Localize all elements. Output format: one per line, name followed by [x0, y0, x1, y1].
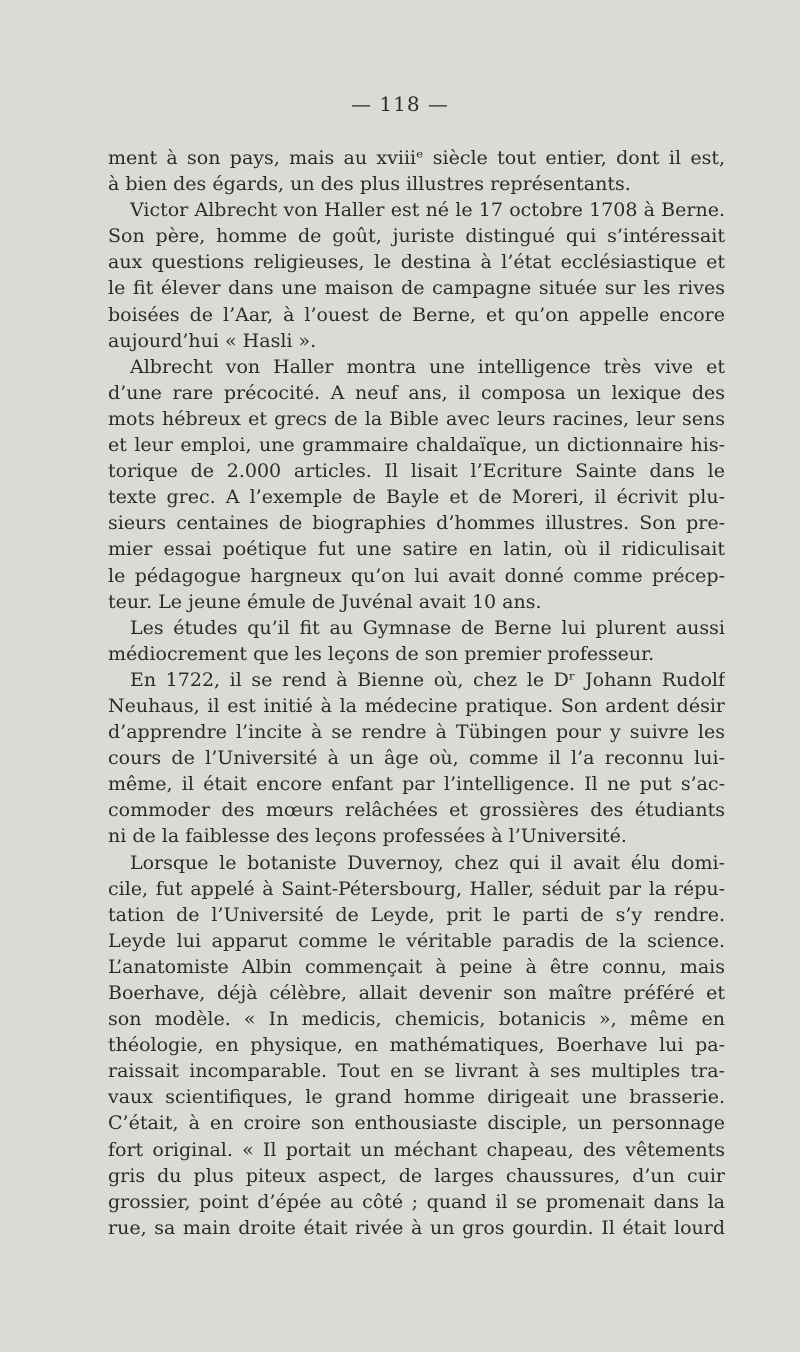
text-line: vaux scientifiques, le grand homme dirigeait une brasserie.: [108, 1086, 725, 1109]
text-line: le fit élever dans une maison de campagne située sur les rives: [108, 277, 725, 300]
text-line: ment à son pays, mais au xviiiᵉ siècle tout entier, dont il est,: [108, 147, 725, 169]
text-line: tation de l’Université de Leyde, prit le parti de s’y rendre.: [108, 903, 725, 926]
text-line: d’une rare précocité. A neuf ans, il composa un lexique des: [108, 381, 725, 404]
text-line: L’anatomiste Albin commençait à peine à être connu, mais: [108, 955, 725, 978]
text-line: le pédagogue hargneux qu’on lui avait donné comme précep-: [108, 564, 725, 587]
text-line: C’était, à en croire son enthousiaste disciple, un personnage: [108, 1112, 725, 1135]
text-line: commoder des mœurs relâchées et grossières des étudiants: [108, 799, 725, 822]
body-text: [108, 145, 725, 1241]
text-line: aujourd’hui « Hasli ».: [108, 329, 317, 352]
text-line: cours de l’Université à un âge où, comme il l’a reconnu lui-: [108, 747, 725, 770]
text-line: boisées de l’Aar, à l’ouest de Berne, et qu’on appelle encore: [108, 303, 725, 326]
text-line: son modèle. « In medicis, chemicis, botanicis », même en: [108, 1008, 725, 1031]
text-line: Victor Albrecht von Haller est né le 17 octobre 1708 à Berne.: [130, 199, 725, 222]
text-line: Lorsque le botaniste Duvernoy, chez qui il avait élu domi-: [130, 851, 725, 874]
text-line: théologie, en physique, en mathématiques, Boerhave lui pa-: [108, 1034, 725, 1057]
page-number: — 118 —: [351, 92, 449, 116]
text-line: et leur emploi, une grammaire chaldaïque, un dictionnaire his-: [108, 434, 725, 457]
text-line: Albrecht von Haller montra une intelligence très vive et: [130, 355, 725, 378]
text-line: En 1722, il se rend à Bienne où, chez le Dʳ Johann Rudolf: [130, 668, 725, 691]
text-line: raissait incomparable. Tout en se livrant à ses multiples tra-: [108, 1060, 725, 1083]
text-line: grossier, point d’épée au côté ; quand il se promenait dans la: [108, 1190, 725, 1213]
text-line: fort original. « Il portait un méchant chapeau, des vêtements: [108, 1138, 725, 1161]
text-line: rue, sa main droite était rivée à un gros gourdin. Il était lourd: [108, 1216, 725, 1239]
text-line: même, il était encore enfant par l’intelligence. Il ne put s’ac-: [108, 773, 725, 796]
text-line: cile, fut appelé à Saint-Pétersbourg, Haller, séduit par la répu-: [108, 877, 725, 900]
text-line: teur. Le jeune émule de Juvénal avait 10 ans.: [108, 590, 542, 613]
text-line: gris du plus piteux aspect, de larges chaussures, d’un cuir: [108, 1164, 725, 1187]
text-line: Neuhaus, il est initié à la médecine pratique. Son ardent désir: [108, 694, 725, 717]
text-line: mots hébreux et grecs de la Bible avec leurs racines, leur sens: [108, 407, 725, 430]
text-line: torique de 2.000 articles. Il lisait l’Ecriture Sainte dans le: [108, 460, 725, 483]
text-line: Leyde lui apparut comme le véritable paradis de la science.: [108, 929, 725, 952]
text-line: Boerhave, déjà célèbre, allait devenir son maître préféré et: [108, 982, 725, 1004]
text-line: sieurs centaines de biographies d’hommes illustres. Son pre-: [108, 512, 725, 535]
text-line: Les études qu’il fit au Gymnase de Berne lui plurent aussi: [130, 616, 725, 639]
text-line: texte grec. A l’exemple de Bayle et de Moreri, il écrivit plu-: [108, 486, 725, 509]
text-line: aux questions religieuses, le destina à l’état ecclésiastique et: [108, 251, 725, 274]
text-line: d’apprendre l’incite à se rendre à Tübingen pour y suivre les: [108, 721, 725, 744]
text-line: Son père, homme de goût, juriste distingué qui s’intéressait: [108, 225, 725, 248]
text-line: médiocrement que les leçons de son premier professeur.: [108, 642, 655, 665]
text-line: mier essai poétique fut une satire en latin, où il ridiculisait: [108, 538, 725, 561]
text-line: ni de la faiblesse des leçons professées à l’Université.: [108, 825, 627, 848]
text-line: à bien des égards, un des plus illustres représentants.: [108, 173, 631, 196]
